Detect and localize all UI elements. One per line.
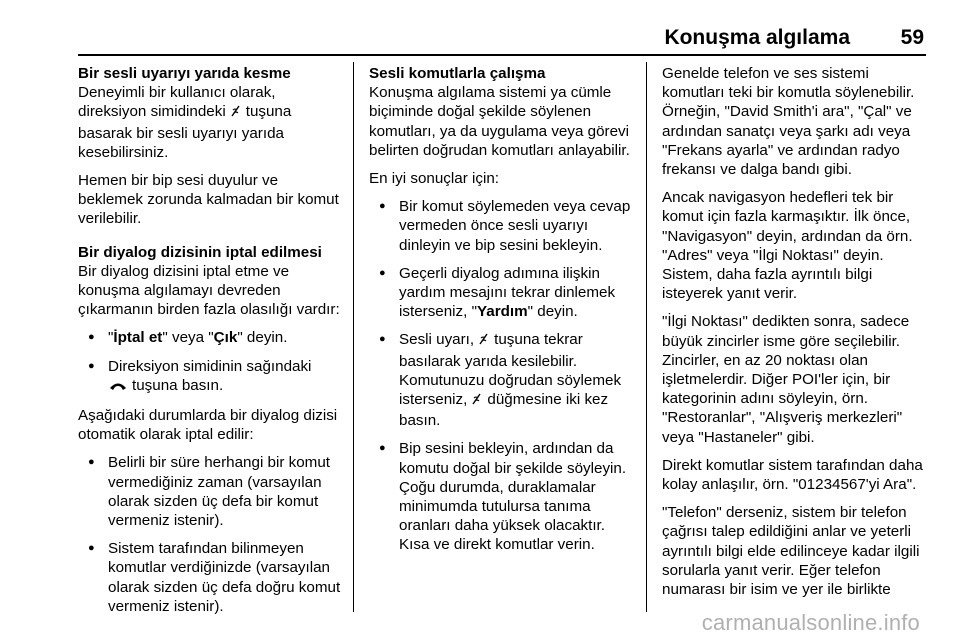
paragraph: Direkt komutlar sistem tarafından daha kolay anlaşılır, örn. "01234567'yi Ara". — [662, 456, 923, 494]
paragraph: Genelde telefon ve ses sistemi komutları teki bir komutla söylenebilir. Örneğin, "David Smith'i ara", "Çal" ve ardından sanatçı veya şarkı adı veya "Frekans ayarla" ve ardından radyo frekansı ve dalga bandı gibi. — [662, 65, 915, 179]
list-item: ● Bir komut söylemeden veya cevap vermeden önce sesli uyarıyı dinleyin ve bip sesini bekleyin. — [369, 197, 637, 255]
section-cancel-dialog — [78, 243, 344, 616]
list-item — [78, 328, 344, 347]
page-number: 59 — [900, 26, 924, 49]
paragraph: Ancak navigasyon hedefleri tek bir komut için fazla karmaşıktır. İlk önce, "Navigasyon" deyin, ardından da örn. "Adres" veya "İlgi Noktası" deyin. Sistem, daha fazla ayrıntılı bilgi isteyerek yanıt verir. — [662, 189, 913, 303]
voice-key-icon — [471, 392, 483, 411]
end-call-icon — [108, 378, 128, 397]
text: Sesli uyarı, — [399, 331, 475, 349]
bold-text: Çık — [213, 329, 238, 347]
voice-key-icon — [478, 332, 490, 351]
text: Deneyimli bir kullanıcı olarak, direksiyon simidindeki — [78, 84, 276, 121]
section-interrupt-prompt — [78, 64, 344, 229]
text: tuşuna tekrar basılarak yarıda kesilebilir. Komutunuzu doğrudan söylemek isterseniz, — [399, 331, 622, 409]
text: Direksiyon simidinin sağındaki — [108, 357, 312, 375]
list-item — [78, 357, 344, 397]
list-item: ● Belirli bir süre herhangi bir komut vermediğiniz zaman (varsayılan olarak sizden üç defa bir komut vermeniz istenir). — [78, 453, 344, 530]
text: " deyin. — [527, 303, 578, 321]
watermark: carmanualsonline.info — [701, 610, 920, 635]
paragraph: "İlgi Noktası" dedikten sonra, sadece büyük zincirler isme göre seçilebilir. Zincirler, en az 20 noktası olan işletmelerdir. Diğer POI'ler için, bir kategorinin adını söyleyin, örn. "Restoranlar", "Alışveriş merkezleri" veya "Hastaneler" gibi. — [662, 313, 910, 446]
section-heading: Bir diyalog dizisinin iptal edilmesi — [78, 243, 322, 261]
page-header — [0, 0, 960, 56]
paragraph: En iyi sonuçlar için: — [369, 170, 499, 188]
section-heading: Sesli komutlarla çalışma — [369, 65, 546, 82]
text: Geçerli diyalog adımına ilişkin yardım mesajını tekrar dinlemek isterseniz, " — [399, 264, 616, 321]
column-divider-2 — [646, 62, 647, 612]
list-item: ● Bip sesini bekleyin, ardından da komutu doğal bir şekilde söyleyin. Çoğu durumda, duraklamalar minimumda tutulursa tanıma oranları daha yüksek olacaktır. Kısa ve direkt komutlar verin. — [369, 439, 637, 554]
text: tuşuna basın. — [132, 376, 224, 394]
paragraph: Hemen bir bip sesi duyulur ve beklemek zorunda kalmadan bir komut verilebilir. — [78, 172, 339, 228]
bold-text: Yardım — [476, 303, 528, 321]
bold-text: İptal et — [113, 329, 163, 347]
text: tuşuna basarak bir sesli uyarıyı yarıda kesebilirsiniz. — [78, 103, 292, 161]
column-1 — [78, 64, 344, 625]
paragraph: Aşağıdaki durumlarda bir diyalog dizisi otomatik olarak iptal edilir: — [78, 407, 338, 444]
text: " veya " — [162, 329, 214, 347]
column-2 — [369, 64, 637, 564]
list-item — [369, 264, 637, 322]
list-item: ● Sistem tarafından bilinmeyen komutlar verdiğinizde (varsayılan olarak sizden üç defa doğru komut vermeniz istenir). — [78, 539, 344, 616]
text: " — [108, 329, 114, 347]
text: " deyin. — [237, 329, 288, 347]
bullet-list — [78, 453, 344, 616]
list-item — [369, 330, 637, 430]
paragraph — [78, 83, 344, 162]
voice-key-icon — [230, 104, 242, 123]
column-3 — [662, 64, 930, 608]
page-title: Konuşma algılama — [664, 26, 850, 49]
paragraph: "Telefon" derseniz, sistem bir telefon çağrısı talep edildiğini anlar ve yeterli ayrıntılı bilgi elde edilinceye kadar ilgili sorularla yanıt verir. Eğer telefon numarası bir isim ve yer ile birlikte — [662, 504, 920, 599]
bullet-list — [78, 328, 344, 397]
bullet-list — [369, 197, 637, 554]
section-heading: Bir sesli uyarıyı yarıda kesme — [78, 65, 291, 82]
paragraph: Bir diyalog dizisini iptal etme ve konuşma algılamayı devreden çıkarmanın birden fazla olasılığı vardır: — [78, 262, 340, 319]
text: düğmesine iki kez basın. — [399, 391, 609, 430]
header-rule — [78, 54, 926, 56]
column-divider-1 — [353, 62, 354, 612]
paragraph: Konuşma algılama sistemi ya cümle biçiminde doğal şekilde söylenen komutları, ya da uygulama veya görevi belirten doğrudan komutları anlayabilir. — [369, 84, 630, 159]
